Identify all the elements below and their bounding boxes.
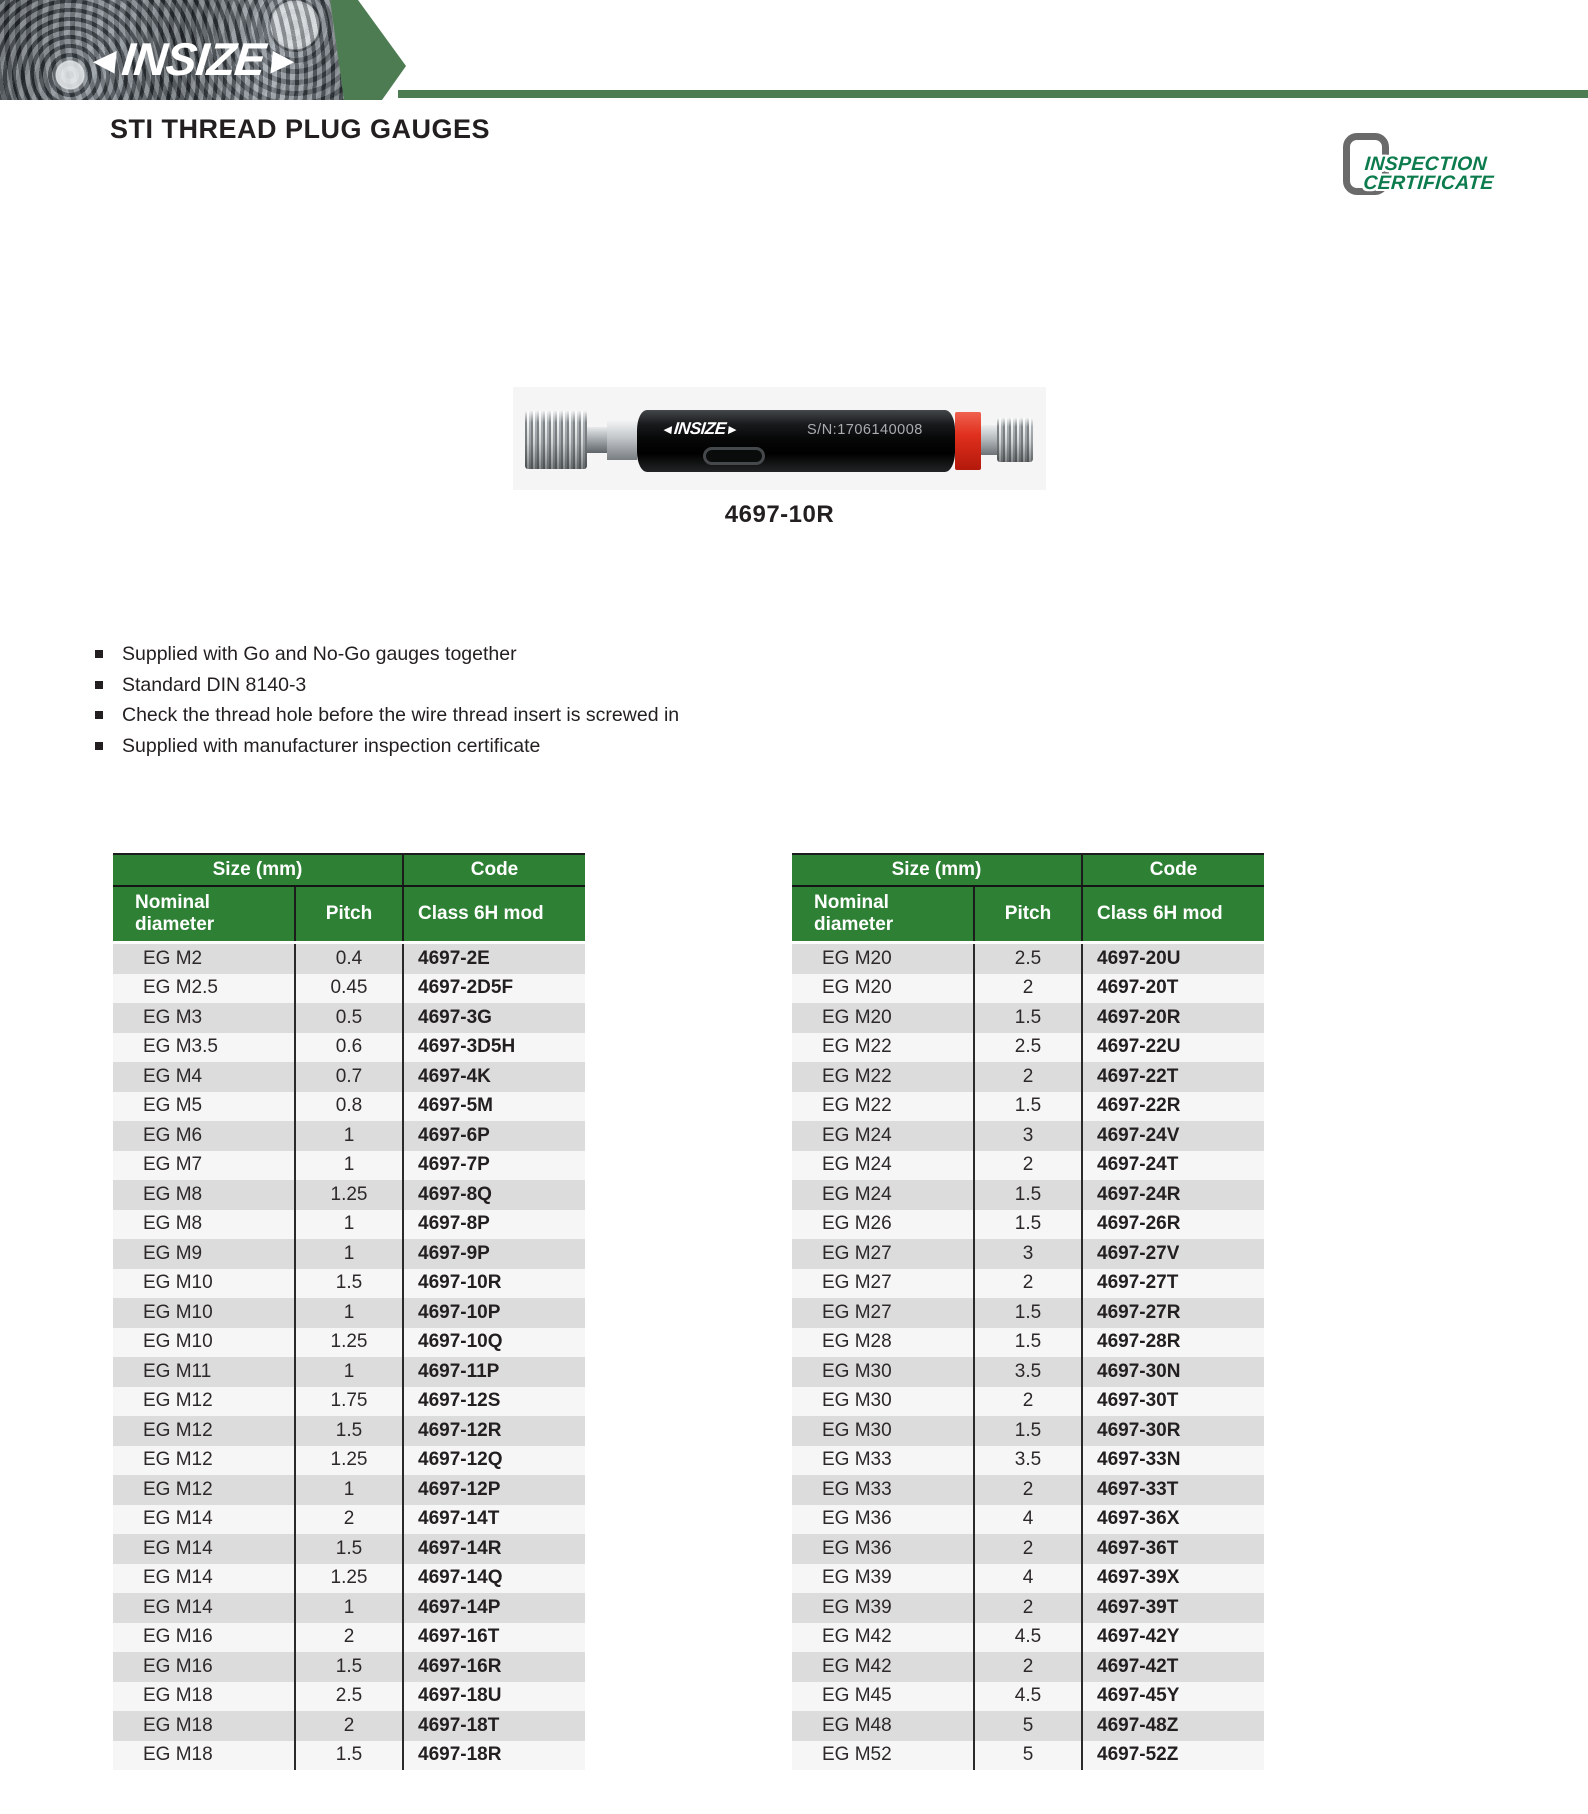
product-photo (513, 387, 1046, 490)
nominal-diameter-cell: EG M20 (822, 977, 892, 999)
table-row (792, 1387, 1264, 1417)
code-cell: 4697-39T (1082, 1593, 1264, 1623)
pitch-cell: 2 (974, 1151, 1082, 1181)
feature-text: Check the thread hole before the wire thread insert is screwed in (122, 704, 680, 727)
code-cell: 4697-2E (403, 943, 585, 974)
no-go-red-band (955, 412, 981, 470)
table-row (113, 1416, 585, 1446)
pitch-cell: 1.5 (974, 1180, 1082, 1210)
nominal-diameter-cell: EG M18 (143, 1744, 213, 1766)
code-cell: 4697-10Q (403, 1328, 585, 1358)
table-row (113, 1534, 585, 1564)
table-row (792, 1210, 1264, 1240)
table-row (113, 943, 585, 974)
handle-indent (703, 447, 765, 465)
nominal-diameter-cell: EG M12 (143, 1419, 213, 1441)
table-row (113, 1357, 585, 1387)
nominal-diameter-cell: EG M18 (143, 1714, 213, 1736)
feature-text: Supplied with Go and No-Go gauges together (122, 643, 517, 665)
table-column-header-row (792, 886, 1264, 943)
nominal-diameter-cell: EG M12 (143, 1449, 213, 1471)
table-row (792, 974, 1264, 1004)
class-header: Class 6H mod (1082, 886, 1264, 943)
nominal-diameter-cell: EG M8 (143, 1213, 203, 1235)
nominal-diameter-cell: EG M8 (143, 1183, 203, 1205)
code-cell: 4697-27T (1082, 1269, 1264, 1299)
nominal-diameter-cell: EG M16 (143, 1626, 213, 1648)
table-row (113, 1092, 585, 1122)
pitch-cell: 0.5 (295, 1003, 403, 1033)
pitch-cell: 1.5 (974, 1328, 1082, 1358)
code-cell: 4697-27V (1082, 1239, 1264, 1269)
pitch-cell: 3.5 (974, 1446, 1082, 1476)
code-cell: 4697-18R (403, 1741, 585, 1771)
table-group-header-row (113, 854, 585, 886)
pitch-cell: 2.5 (974, 1033, 1082, 1063)
code-cell: 4697-30N (1082, 1357, 1264, 1387)
nominal-diameter-cell: EG M10 (143, 1331, 213, 1353)
code-cell: 4697-20R (1082, 1003, 1264, 1033)
go-thread-end (525, 411, 587, 469)
pitch-header: Pitch (295, 886, 403, 943)
nominal-diameter-cell: EG M10 (143, 1272, 213, 1294)
pitch-cell: 2 (974, 1062, 1082, 1092)
feature-item (95, 639, 679, 670)
table-header (113, 854, 585, 943)
table-column-header-row (113, 886, 585, 943)
nominal-diameter-cell: EG M36 (822, 1537, 892, 1559)
code-cell: 4697-10P (403, 1298, 585, 1328)
feature-list (95, 639, 679, 761)
pitch-cell: 1.5 (974, 1003, 1082, 1033)
nominal-diameter-cell: EG M30 (822, 1419, 892, 1441)
right-arrow-icon: ► (262, 39, 304, 81)
feature-item (95, 731, 679, 762)
table-row (113, 1003, 585, 1033)
table-row (792, 1623, 1264, 1653)
feature-item (95, 670, 679, 701)
table-row (792, 1416, 1264, 1446)
gauge-handle (637, 410, 955, 472)
code-cell: 4697-39X (1082, 1564, 1264, 1594)
code-cell: 4697-42Y (1082, 1623, 1264, 1653)
code-cell: 4697-14Q (403, 1564, 585, 1594)
pitch-cell: 5 (974, 1711, 1082, 1741)
table-row (792, 943, 1264, 974)
table-row (792, 1593, 1264, 1623)
code-cell: 4697-3G (403, 1003, 585, 1033)
nominal-diameter-cell: EG M39 (822, 1567, 892, 1589)
bullet-square-icon (95, 681, 103, 689)
nominal-diameter-cell: EG M39 (822, 1596, 892, 1618)
code-cell: 4697-33N (1082, 1446, 1264, 1476)
nominal-diameter-cell: EG M28 (822, 1331, 892, 1353)
no-go-shaft (981, 425, 997, 455)
code-cell: 4697-33T (1082, 1475, 1264, 1505)
nominal-diameter-cell: EG M2.5 (143, 977, 218, 999)
pitch-cell: 1 (295, 1298, 403, 1328)
go-neck (587, 427, 607, 453)
code-cell: 4697-12Q (403, 1446, 585, 1476)
pitch-cell: 0.7 (295, 1062, 403, 1092)
code-cell: 4697-5M (403, 1092, 585, 1122)
table-row (113, 1475, 585, 1505)
pitch-cell: 1.25 (295, 1446, 403, 1476)
insize-logo (83, 32, 304, 86)
nominal-diameter-cell: EG M10 (143, 1301, 213, 1323)
pitch-cell: 1 (295, 1357, 403, 1387)
code-cell: 4697-30T (1082, 1387, 1264, 1417)
code-cell: 4697-22U (1082, 1033, 1264, 1063)
pitch-cell: 2.5 (295, 1682, 403, 1712)
table-row (113, 1446, 585, 1476)
nominal-diameter-cell: EG M20 (822, 947, 892, 969)
code-cell: 4697-42T (1082, 1652, 1264, 1682)
code-group-header: Code (403, 854, 585, 886)
pitch-cell: 1.5 (295, 1652, 403, 1682)
table-row (113, 1121, 585, 1151)
table-row (792, 1033, 1264, 1063)
table-row (792, 1062, 1264, 1092)
nominal-diameter-cell: EG M18 (143, 1685, 213, 1707)
certificate-label (1363, 155, 1496, 193)
pitch-cell: 1 (295, 1151, 403, 1181)
nominal-diameter-cell: EG M14 (143, 1596, 213, 1618)
nominal-diameter-cell: EG M30 (822, 1390, 892, 1412)
table-row (113, 1564, 585, 1594)
table-row (792, 1741, 1264, 1771)
nominal-diameter-cell: EG M27 (822, 1272, 892, 1294)
nominal-diameter-cell: EG M14 (143, 1508, 213, 1530)
product-code-caption: 4697-10R (724, 501, 835, 528)
table-row (113, 1239, 585, 1269)
table-header (792, 854, 1264, 943)
nominal-diameter-cell: EG M14 (143, 1537, 213, 1559)
code-cell: 4697-8Q (403, 1180, 585, 1210)
nominal-diameter-cell: EG M9 (143, 1242, 203, 1264)
code-cell: 4697-4K (403, 1062, 585, 1092)
pitch-cell: 2 (974, 1387, 1082, 1417)
left-arrow-icon: ◄ (660, 422, 675, 437)
pitch-cell: 1 (295, 1210, 403, 1240)
table-row (792, 1446, 1264, 1476)
nominal-diameter-cell: EG M30 (822, 1360, 892, 1382)
page-title: STI THREAD PLUG GAUGES (110, 114, 491, 144)
table-row (113, 1033, 585, 1063)
pitch-cell: 1 (295, 1475, 403, 1505)
pitch-cell: 0.6 (295, 1033, 403, 1063)
pitch-cell: 4.5 (974, 1623, 1082, 1653)
table-row (113, 974, 585, 1004)
table-row (113, 1210, 585, 1240)
nominal-diameter-cell: EG M2 (143, 947, 203, 969)
code-cell: 4697-10R (403, 1269, 585, 1299)
nominal-diameter-cell: EG M48 (822, 1714, 892, 1736)
pitch-cell: 1.5 (295, 1534, 403, 1564)
table-body (113, 943, 585, 1771)
pitch-cell: 1.25 (295, 1180, 403, 1210)
code-cell: 4697-16T (403, 1623, 585, 1653)
nominal-diameter-cell: EG M27 (822, 1301, 892, 1323)
code-cell: 4697-26R (1082, 1210, 1264, 1240)
table-row (792, 1121, 1264, 1151)
code-cell: 4697-36X (1082, 1505, 1264, 1535)
table-row (792, 1534, 1264, 1564)
table-row (113, 1269, 585, 1299)
pitch-cell: 5 (974, 1741, 1082, 1771)
pitch-cell: 2 (974, 1475, 1082, 1505)
size-group-header: Size (mm) (792, 854, 1082, 886)
table-row (113, 1180, 585, 1210)
table-row (113, 1711, 585, 1741)
certificate-label-line1: INSPECTION (1363, 153, 1488, 175)
code-cell: 4697-28R (1082, 1328, 1264, 1358)
nominal-diameter-cell: EG M22 (822, 1095, 892, 1117)
pitch-cell: 3 (974, 1121, 1082, 1151)
pitch-cell: 2 (974, 1593, 1082, 1623)
class-header: Class 6H mod (403, 886, 585, 943)
code-cell: 4697-12R (403, 1416, 585, 1446)
pitch-cell: 2.5 (974, 943, 1082, 974)
pitch-cell: 1.5 (974, 1298, 1082, 1328)
table-row (792, 1269, 1264, 1299)
pitch-cell: 4 (974, 1505, 1082, 1535)
code-cell: 4697-18T (403, 1711, 585, 1741)
table-row (113, 1298, 585, 1328)
nominal-diameter-cell: EG M14 (143, 1567, 213, 1589)
gauge-table-left (113, 853, 585, 1770)
nominal-diameter-cell: EG M24 (822, 1124, 892, 1146)
nominal-diameter-cell: EG M20 (822, 1006, 892, 1028)
pitch-cell: 1.75 (295, 1387, 403, 1417)
nominal-diameter-cell: EG M12 (143, 1478, 213, 1500)
pitch-cell: 4.5 (974, 1682, 1082, 1712)
pitch-cell: 3.5 (974, 1357, 1082, 1387)
table-row (792, 1711, 1264, 1741)
nominal-diameter-cell: EG M7 (143, 1154, 203, 1176)
code-cell: 4697-22T (1082, 1062, 1264, 1092)
nominal-diameter-cell: EG M22 (822, 1065, 892, 1087)
handle-insize-logo (660, 419, 740, 439)
table-row (792, 1475, 1264, 1505)
bullet-square-icon (95, 711, 103, 719)
code-cell: 4697-24R (1082, 1180, 1264, 1210)
pitch-cell: 2 (295, 1711, 403, 1741)
code-cell: 4697-52Z (1082, 1741, 1264, 1771)
code-cell: 4697-8P (403, 1210, 585, 1240)
code-cell: 4697-20U (1082, 943, 1264, 974)
code-cell: 4697-6P (403, 1121, 585, 1151)
nominal-diameter-cell: EG M6 (143, 1124, 203, 1146)
pitch-cell: 0.45 (295, 974, 403, 1004)
nominal-diameter-cell: EG M11 (143, 1360, 212, 1382)
nominal-diameter-cell: EG M22 (822, 1036, 892, 1058)
nominal-diameter-header: Nominal diameter (792, 886, 974, 943)
pitch-cell: 1.5 (974, 1416, 1082, 1446)
no-go-thread-end (997, 418, 1033, 462)
nominal-diameter-cell: EG M36 (822, 1508, 892, 1530)
nominal-diameter-cell: EG M4 (143, 1065, 203, 1087)
table-row (113, 1387, 585, 1417)
code-cell: 4697-3D5H (403, 1033, 585, 1063)
nominal-diameter-cell: EG M27 (822, 1242, 892, 1264)
code-cell: 4697-16R (403, 1652, 585, 1682)
table-row (792, 1505, 1264, 1535)
pitch-cell: 2 (974, 974, 1082, 1004)
nominal-diameter-cell: EG M3.5 (143, 1036, 218, 1058)
table-row (792, 1357, 1264, 1387)
bullet-square-icon (95, 650, 103, 658)
pitch-header: Pitch (974, 886, 1082, 943)
code-cell: 4697-14T (403, 1505, 585, 1535)
nominal-diameter-cell: EG M42 (822, 1626, 892, 1648)
table-row (792, 1151, 1264, 1181)
size-group-header: Size (mm) (113, 854, 403, 886)
pitch-cell: 4 (974, 1564, 1082, 1594)
code-cell: 4697-18U (403, 1682, 585, 1712)
table-row (113, 1328, 585, 1358)
nominal-diameter-cell: EG M45 (822, 1685, 892, 1707)
table-row (113, 1741, 585, 1771)
code-cell: 4697-20T (1082, 974, 1264, 1004)
pitch-cell: 1.25 (295, 1564, 403, 1594)
pitch-cell: 2 (974, 1652, 1082, 1682)
pitch-cell: 1 (295, 1121, 403, 1151)
left-arrow-icon: ◄ (83, 39, 125, 81)
table-row (113, 1682, 585, 1712)
table-row (792, 1652, 1264, 1682)
code-cell: 4697-2D5F (403, 974, 585, 1004)
pitch-cell: 3 (974, 1239, 1082, 1269)
table-group-header-row (792, 854, 1264, 886)
code-cell: 4697-45Y (1082, 1682, 1264, 1712)
feature-item (95, 700, 679, 731)
nominal-diameter-cell: EG M26 (822, 1213, 892, 1235)
pitch-cell: 0.4 (295, 943, 403, 974)
nominal-diameter-cell: EG M33 (822, 1449, 892, 1471)
code-cell: 4697-12P (403, 1475, 585, 1505)
table-row (792, 1682, 1264, 1712)
pitch-cell: 1.5 (974, 1092, 1082, 1122)
serial-number: S/N:1706140008 (807, 422, 923, 438)
right-arrow-icon: ► (724, 422, 740, 437)
pitch-cell: 2 (295, 1623, 403, 1653)
table-row (113, 1623, 585, 1653)
code-cell: 4697-7P (403, 1151, 585, 1181)
nominal-diameter-cell: EG M24 (822, 1183, 892, 1205)
pitch-cell: 1 (295, 1593, 403, 1623)
table-row (113, 1151, 585, 1181)
pitch-cell: 1.5 (295, 1269, 403, 1299)
code-cell: 4697-22R (1082, 1092, 1264, 1122)
code-cell: 4697-14R (403, 1534, 585, 1564)
code-cell: 4697-24V (1082, 1121, 1264, 1151)
bullet-square-icon (95, 742, 103, 750)
nominal-diameter-cell: EG M24 (822, 1154, 892, 1176)
nominal-diameter-cell: EG M12 (143, 1390, 213, 1412)
feature-text: Standard DIN 8140-3 (122, 673, 307, 696)
code-cell: 4697-12S (403, 1387, 585, 1417)
table-row (113, 1062, 585, 1092)
code-cell: 4697-11P (403, 1357, 585, 1387)
code-cell: 4697-30R (1082, 1416, 1264, 1446)
gauge-table-right (792, 853, 1264, 1770)
code-cell: 4697-36T (1082, 1534, 1264, 1564)
pitch-cell: 1 (295, 1239, 403, 1269)
code-cell: 4697-27R (1082, 1298, 1264, 1328)
inspection-certificate-badge (1343, 128, 1563, 202)
insize-logo-text: INSIZE (119, 33, 268, 85)
pitch-cell: 1.5 (974, 1210, 1082, 1240)
code-group-header: Code (1082, 854, 1264, 886)
table-row (792, 1180, 1264, 1210)
pitch-cell: 2 (974, 1269, 1082, 1299)
top-banner (0, 0, 1588, 107)
table-row (113, 1505, 585, 1535)
nominal-diameter-cell: EG M42 (822, 1655, 892, 1677)
table-row (113, 1593, 585, 1623)
code-cell: 4697-24T (1082, 1151, 1264, 1181)
green-rule-line (398, 90, 1588, 98)
pitch-cell: 1.5 (295, 1416, 403, 1446)
code-cell: 4697-48Z (1082, 1711, 1264, 1741)
nominal-diameter-cell: EG M16 (143, 1655, 213, 1677)
certificate-label-line2: CERTIFICATE (1362, 172, 1495, 194)
pitch-cell: 1.25 (295, 1328, 403, 1358)
code-cell: 4697-9P (403, 1239, 585, 1269)
code-cell: 4697-14P (403, 1593, 585, 1623)
handle-logo-text: INSIZE (673, 419, 727, 438)
table-body (792, 943, 1264, 1771)
nominal-diameter-cell: EG M5 (143, 1095, 203, 1117)
pitch-cell: 0.8 (295, 1092, 403, 1122)
pitch-cell: 2 (974, 1534, 1082, 1564)
table-row (792, 1092, 1264, 1122)
nominal-diameter-header: Nominal diameter (113, 886, 295, 943)
pitch-cell: 2 (295, 1505, 403, 1535)
nominal-diameter-cell: EG M33 (822, 1478, 892, 1500)
table-row (792, 1564, 1264, 1594)
table-row (792, 1328, 1264, 1358)
nominal-diameter-cell: EG M52 (822, 1744, 892, 1766)
go-shaft (607, 420, 637, 460)
feature-text: Supplied with manufacturer inspection certificate (122, 734, 541, 757)
pitch-cell: 1.5 (295, 1741, 403, 1771)
nominal-diameter-cell: EG M3 (143, 1006, 203, 1028)
table-row (792, 1003, 1264, 1033)
table-row (113, 1652, 585, 1682)
table-row (792, 1298, 1264, 1328)
table-row (792, 1239, 1264, 1269)
